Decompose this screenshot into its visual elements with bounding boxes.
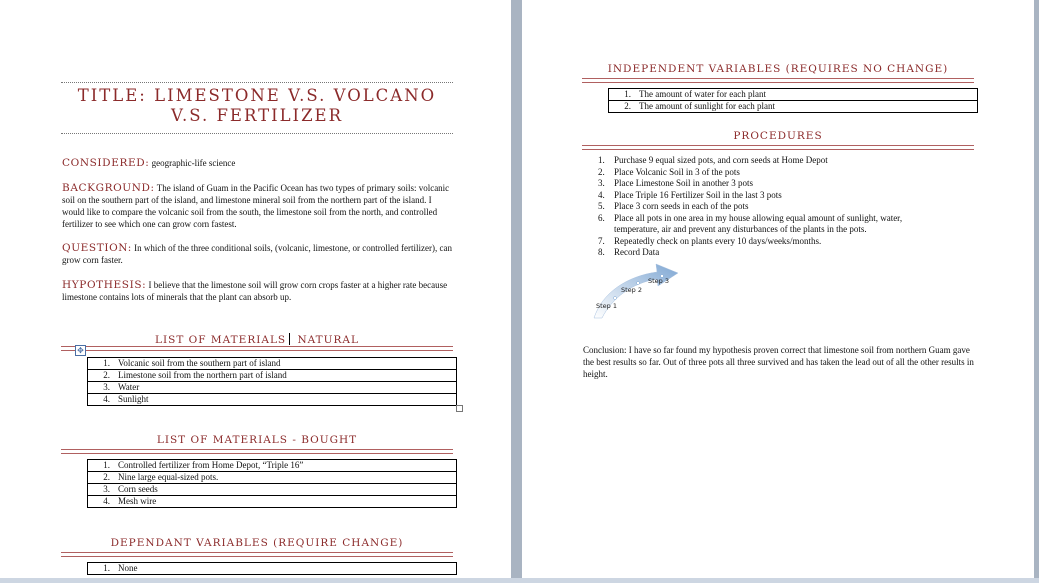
- heading-rule: [61, 346, 453, 351]
- table-cell[interactable]: [609, 89, 978, 101]
- heading-rule: [582, 145, 974, 150]
- list-item[interactable]: [584, 201, 944, 213]
- text-cursor: [289, 333, 290, 345]
- hypothesis-text: I believe that the limestone soil will grow corn crops faster at a higher rate because limestone contains lots of minerals that the plant can absorb up.: [62, 280, 448, 302]
- list-item[interactable]: [584, 213, 944, 236]
- list-number: 3.: [103, 382, 110, 392]
- procedures-heading: PROCEDURES: [733, 130, 823, 142]
- list-item-text: Sunlight: [118, 394, 149, 404]
- list-number: 4.: [103, 394, 110, 404]
- conclusion-paragraph[interactable]: Conclusion: I have so far found my hypothesis proven correct that limestone soil from northern Guam gave the best results so far. Out of three pots all three survived and has taken the lead out of all the other results in height.: [583, 345, 974, 379]
- list-item-text: Place Limestone Soil in another 3 pots: [614, 178, 753, 188]
- table-cell[interactable]: [609, 101, 978, 113]
- dependant-variables-heading: DEPENDANT VARIABLES (REQUIRE CHANGE): [110, 537, 404, 549]
- table-cell[interactable]: [88, 484, 457, 496]
- list-item-text: Record Data: [614, 247, 660, 257]
- list-number: 2.: [598, 166, 605, 177]
- background-label: BACKGROUND:: [62, 182, 155, 194]
- list-number: 4.: [103, 496, 110, 506]
- list-number: 8.: [598, 247, 605, 257]
- natural-heading-part-a: LIST OF MATERIALS: [155, 334, 287, 346]
- dependant-variables-table[interactable]: [87, 562, 457, 575]
- list-item-text: Volcanic soil from the southern part of island: [118, 358, 281, 368]
- list-number: 1.: [103, 563, 110, 573]
- table-cell[interactable]: [88, 358, 457, 370]
- table-row[interactable]: [88, 370, 457, 382]
- list-item-text: None: [118, 563, 138, 573]
- table-cell[interactable]: [88, 472, 457, 484]
- list-number: 3.: [598, 178, 605, 188]
- table-row[interactable]: [609, 89, 978, 101]
- heading-rule: [582, 78, 974, 83]
- list-item-text: Controlled fertilizer from Home Depot, “Triple 16”: [118, 460, 304, 470]
- background-text: The island of Guam in the Pacific Ocean has two types of primary soils: volcanic soil on the southern part of the island, and limestone mineral soil from the northern part of the island. I would like to compare the volcanic soil from the south, the limestone soil from the north, and controlled fertilizer to see which one can grow corn fastest.: [62, 183, 450, 229]
- table-resize-handle[interactable]: [456, 405, 463, 412]
- list-number: 2.: [103, 370, 110, 380]
- list-item[interactable]: [584, 155, 944, 167]
- considered-text: geographic-life science: [149, 158, 236, 168]
- table-row[interactable]: [88, 460, 457, 472]
- natural-heading-part-b: NATURAL: [293, 334, 359, 346]
- table-row[interactable]: [88, 563, 457, 575]
- table-row[interactable]: [88, 496, 457, 508]
- table-cell[interactable]: [88, 496, 457, 508]
- hypothesis-label: HYPOTHESIS:: [62, 279, 147, 291]
- natural-materials-heading: [61, 331, 453, 346]
- list-item-text: Water: [118, 382, 140, 392]
- list-item[interactable]: [584, 247, 944, 259]
- list-item-text: Place all pots in one area in my house allowing equal amount of sunlight, water, temperature, air and prevent any disturbances of the plants in the pots.: [614, 212, 903, 234]
- list-item-text: Purchase 9 equal sized pots, and corn seeds at Home Depot: [614, 155, 828, 165]
- title-block: [61, 82, 453, 134]
- step-marker: [614, 297, 617, 300]
- list-number: 1.: [103, 358, 110, 368]
- heading-rule: [61, 552, 453, 557]
- document-page-right[interactable]: [522, 0, 1034, 578]
- list-item-text: The amount of water for each plant: [639, 89, 766, 99]
- list-number: 5.: [598, 201, 605, 211]
- status-bar-strip: [0, 578, 1039, 583]
- list-item[interactable]: [584, 236, 944, 248]
- background-paragraph[interactable]: [62, 182, 454, 230]
- table-row[interactable]: [609, 101, 978, 113]
- list-number: 4.: [598, 189, 605, 200]
- list-number: 2.: [103, 472, 110, 482]
- move-handle-icon[interactable]: ✥: [75, 345, 86, 356]
- list-number: 3.: [103, 484, 110, 494]
- considered-paragraph[interactable]: [62, 157, 454, 169]
- bought-materials-table[interactable]: [87, 459, 457, 508]
- table-cell[interactable]: [88, 563, 457, 575]
- list-number: 1.: [598, 155, 605, 165]
- step-1-label: Step 1: [596, 302, 618, 310]
- bought-materials-heading: LIST OF MATERIALS - BOUGHT: [156, 434, 358, 446]
- procedures-list[interactable]: [584, 155, 944, 259]
- question-label: QUESTION:: [62, 242, 132, 254]
- list-number: 6.: [598, 212, 605, 223]
- table-row[interactable]: [88, 382, 457, 394]
- considered-label: CONSIDERED:: [62, 157, 150, 169]
- table-row[interactable]: [88, 394, 457, 406]
- list-item[interactable]: [584, 167, 944, 179]
- heading-rule: [61, 449, 453, 454]
- table-row[interactable]: [88, 484, 457, 496]
- list-item[interactable]: [584, 190, 944, 202]
- independent-variables-heading: INDEPENDENT VARIABLES (REQUIRES NO CHANGE): [607, 63, 949, 75]
- list-item-text: Corn seeds: [118, 484, 158, 494]
- list-item[interactable]: [584, 178, 944, 190]
- list-item-text: Limestone soil from the northern part of island: [118, 370, 287, 380]
- question-paragraph[interactable]: [62, 242, 454, 266]
- table-row[interactable]: [88, 472, 457, 484]
- step-3-label: Step 3: [648, 277, 670, 285]
- list-item-text: Mesh wire: [118, 496, 157, 506]
- list-item-text: The amount of sunlight for each plant: [639, 101, 775, 111]
- list-item-text: Place 3 corn seeds in each of the pots: [614, 201, 749, 211]
- natural-materials-table[interactable]: [87, 357, 457, 406]
- list-number: 7.: [598, 235, 605, 246]
- table-cell[interactable]: [88, 460, 457, 472]
- hypothesis-paragraph[interactable]: [62, 279, 454, 303]
- list-item-text: Repeatedly check on plants every 10 days/weeks/months.: [614, 235, 822, 246]
- list-item-text: Place Triple 16 Fertilizer Soil in the last 3 pots: [614, 189, 782, 200]
- independent-variables-table[interactable]: [608, 88, 978, 113]
- step-marker: [637, 282, 640, 285]
- list-number: 1.: [103, 460, 110, 470]
- list-item-text: Nine large equal-sized pots.: [118, 472, 219, 482]
- list-number: 1.: [624, 89, 631, 99]
- table-cell[interactable]: [88, 370, 457, 382]
- question-text: In which of the three conditional soils, (volcanic, limestone, or controlled fertilizer), can grow corn faster.: [62, 243, 452, 265]
- table-cell[interactable]: [88, 382, 457, 394]
- list-item-text: Place Volcanic Soil in 3 of the pots: [614, 166, 740, 177]
- document-title: TITLE: LIMESTONE V.S. VOLCANO V.S. FERTILIZER: [77, 86, 437, 125]
- document-page-left[interactable]: [0, 0, 511, 578]
- table-row[interactable]: [88, 358, 457, 370]
- step-2-label: Step 2: [621, 286, 643, 294]
- list-number: 2.: [624, 101, 631, 111]
- table-cell[interactable]: [88, 394, 457, 406]
